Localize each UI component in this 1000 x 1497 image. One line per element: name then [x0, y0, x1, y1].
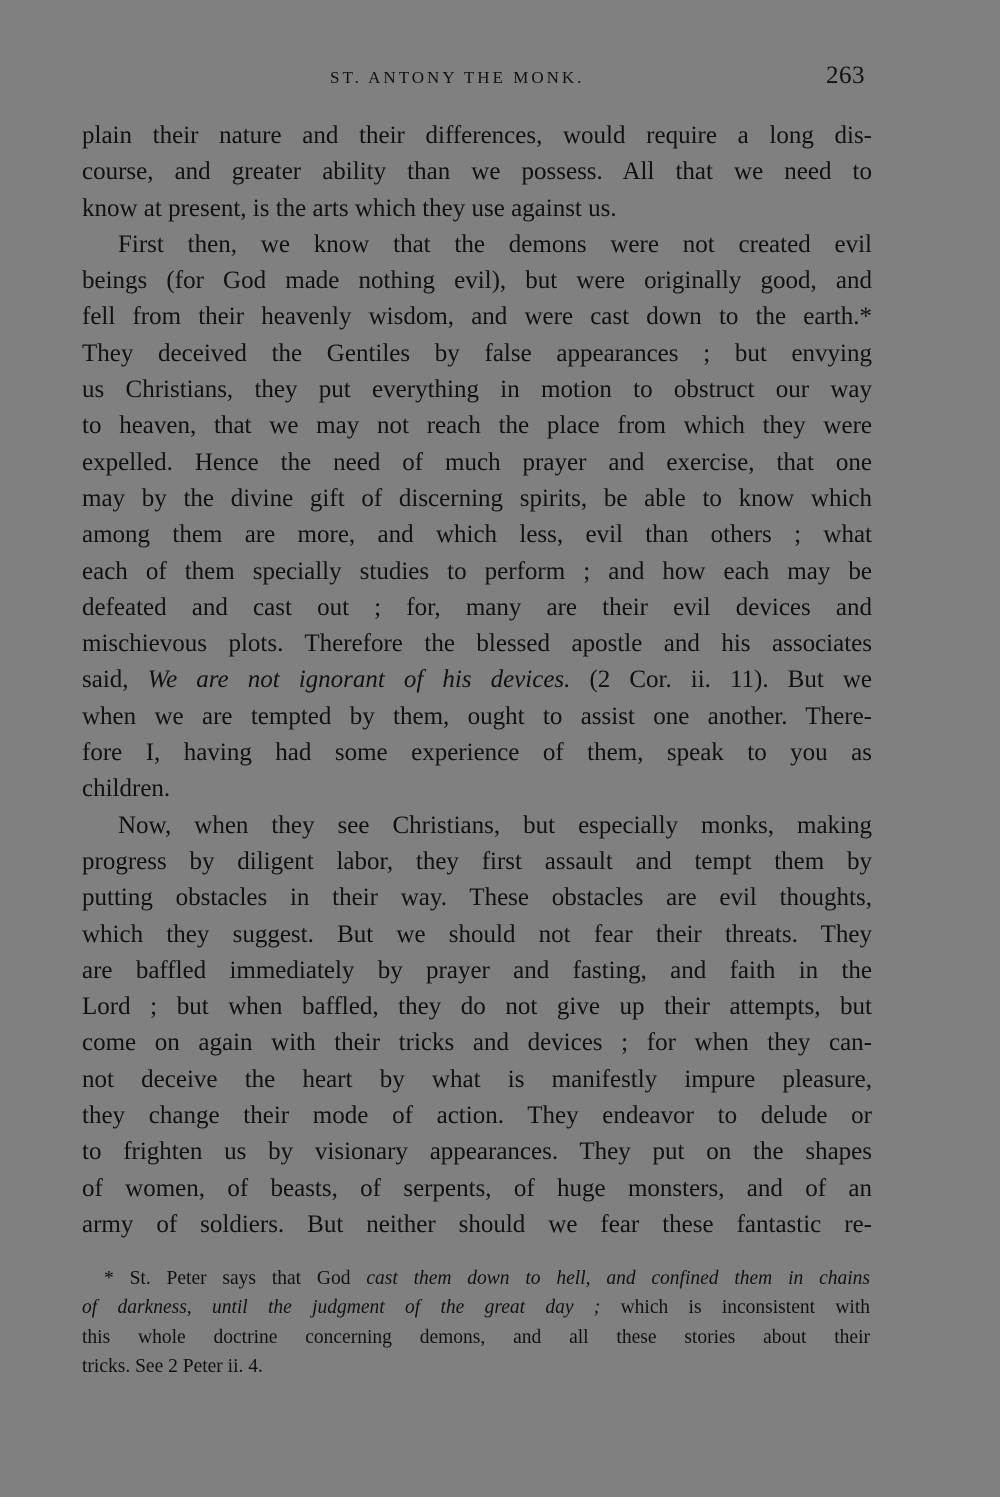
- text-line: to heaven, that we may not reach the place from which they were: [82, 412, 872, 440]
- footnote-quote: of darkness, until the judgment of the great day ;: [82, 1297, 601, 1319]
- text-line: may by the divine gift of discerning spirits, be able to know which: [82, 484, 872, 512]
- text-line: plain their nature and their differences, would require a long dis-: [82, 122, 872, 149]
- paragraph-3: [82, 808, 872, 1244]
- text-line: not deceive the heart by what is manifestly impure pleasure,: [82, 1065, 872, 1093]
- scripture-quote: We are not ignorant of his devices.: [147, 666, 571, 694]
- footnote-line: [82, 1293, 870, 1322]
- text-line: progress by diligent labor, they first assault and tempt them by: [82, 847, 872, 875]
- text-line: which they suggest. But we should not fear their threats. They: [82, 920, 872, 948]
- text-line: of women, of beasts, of serpents, of huge monsters, and of an: [82, 1174, 872, 1202]
- text-line: course, and greater ability than we possess. All that we need to: [82, 158, 872, 186]
- footnote: [82, 1264, 870, 1381]
- running-title: ST. ANTONY THE MONK.: [330, 68, 585, 87]
- text-line: mischievous plots. Therefore the blessed apostle and his associates: [82, 630, 872, 658]
- text-line: They deceived the Gentiles by false appearances ; but envying: [82, 339, 872, 367]
- paragraph-2: [82, 227, 872, 808]
- text-line: First then, we know that the demons were not created evil: [118, 230, 872, 258]
- text-line: beings (for God made nothing evil), but were originally good, and: [82, 267, 872, 295]
- running-head: [0, 62, 1000, 102]
- text-line: Lord ; but when baffled, they do not give up their attempts, but: [82, 993, 872, 1021]
- text-line: army of soldiers. But neither should we fear these fantastic re-: [82, 1210, 872, 1238]
- footnote-quote: cast them down to hell, and confined them in chains: [366, 1268, 870, 1289]
- text-line: us Christians, they put everything in motion to obstruct our way: [82, 376, 872, 404]
- text-line: they change their mode of action. They endeavor to delude or: [82, 1102, 872, 1130]
- text-line: putting obstacles in their way. These obstacles are evil thoughts,: [82, 884, 872, 912]
- text-line: Now, when they see Christians, but especially monks, making: [118, 811, 872, 839]
- footnote-text: which is inconsistent with: [600, 1297, 870, 1319]
- footnote-prefix: * St. Peter says that God: [104, 1268, 367, 1289]
- text-line: fore I, having had some experience of them, speak to you as: [82, 739, 872, 767]
- page-number: 263: [826, 62, 865, 89]
- text-line: among them are more, and which less, evil than others ; what: [82, 521, 872, 549]
- paragraph-1: [82, 118, 872, 227]
- text-line: children.: [82, 775, 171, 803]
- text-line: know at present, is the arts which they use against us.: [82, 194, 617, 222]
- body-text: [82, 118, 872, 1243]
- text-line: to frighten us by visionary appearances. They put on the shapes: [82, 1138, 872, 1166]
- footnote-line: tricks. See 2 Peter ii. 4.: [82, 1355, 263, 1377]
- footnote-line: this whole doctrine concerning demons, and all these stories about their: [82, 1326, 870, 1348]
- text-line: expelled. Hence the need of much prayer and exercise, that one: [82, 448, 872, 476]
- scripture-reference: (2 Cor. ii. 11). But we: [570, 666, 872, 694]
- text-line: each of them specially studies to perform ; and how each may be: [82, 557, 872, 585]
- scripture-quote-line: [82, 662, 872, 698]
- text-line: are baffled immediately by prayer and fasting, and faith in the: [82, 956, 872, 984]
- text-line: when we are tempted by them, ought to assist one another. There-: [82, 702, 872, 730]
- text-line: defeated and cast out ; for, many are their evil devices and: [82, 593, 872, 621]
- text-line: fell from their heavenly wisdom, and were cast down to the earth.*: [82, 303, 872, 331]
- footnote-line: [82, 1264, 870, 1293]
- quote-prefix: said,: [82, 666, 148, 694]
- text-line: come on again with their tricks and devices ; for when they can-: [82, 1029, 872, 1057]
